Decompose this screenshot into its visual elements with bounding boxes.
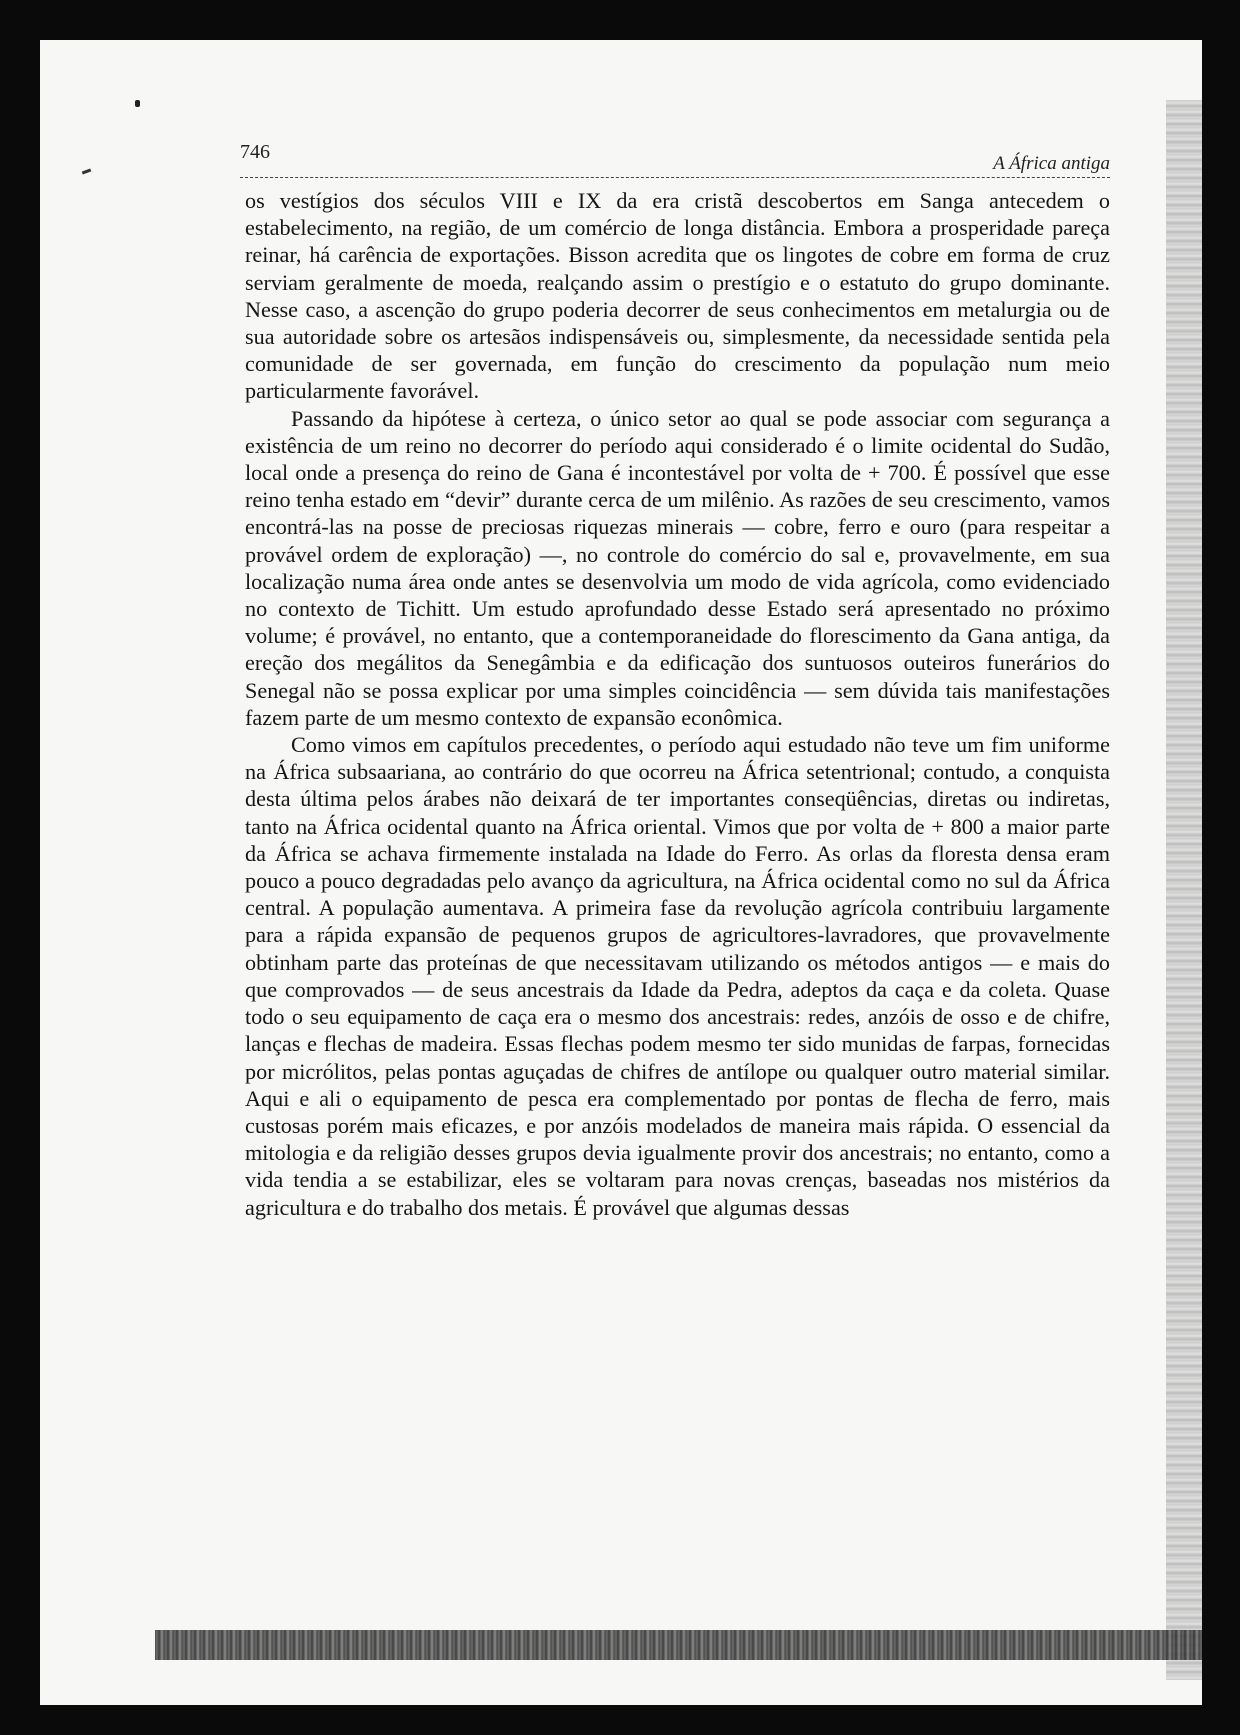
paragraph-3: Como vimos em capítulos precedentes, o período aqui estudado não teve um fim uniforme na África subsaariana, ao contrário do que ocorreu na África setentrional; contudo, a conquista desta última pelos árabes não deixará de ter importantes conseqüências, diretas ou indiretas, tanto na África ocidental quanto na África oriental. Vimos que por volta de + 800 a maior parte da África se achava firmemente instalada na Idade do Ferro. As orlas da floresta densa eram pouco a pouco degradadas pelo avanço da agricultura, na África ocidental como no sul da África central. A população aumentava. A primeira fase da revolução agrícola contribuiu largamente para a rápida expansão de pequenos grupos de agricultores-lavradores, que provavelmente obtinham parte das proteínas de que necessitavam utilizando os métodos antigos — e mais do que comprovados — de seus ancestrais da Idade da Pedra, adeptos da caça e da coleta. Quase todo o seu equipamento de caça era o mesmo dos ancestrais: redes, anzóis de osso e de chifre, lanças e flechas de madeira. Essas flechas podem mesmo ter sido munidas de farpas, fornecidas por micrólitos, pelas pontas aguçadas de chifres de antílope ou qualquer outro material similar. Aqui e ali o equipamento de pesca era complementado por pontas de flecha de ferro, mais custosas porém mais eficazes, e por anzóis modelados de maneira mais rápida. O essencial da mitologia e da religião desses grupos devia igualmente provir dos ancestrais; no entanto, como a vida tendia a se estabilizar, eles se voltaram para novas crenças, baseadas nos mistérios da agricultura e do trabalho dos metais. É provável que algumas dessas [245, 732, 1110, 1220]
page-number: 746 [240, 141, 270, 163]
paragraph-1: os vestígios dos séculos VIII e IX da era cristã descobertos em Sanga antecedem o estabelecimento, na região, de um comércio de longa distância. Embora a prosperidade pareça reinar, há carência de exportações. Bisson acredita que os lingotes de cobre em forma de cruz serviam geralmente de moeda, realçando assim o prestígio e o estatuto do grupo dominante. Nesse caso, a ascenção do grupo poderia decorrer de seus conhecimentos em metalurgia ou de sua autoridade sobre os artesãos indispensáveis ou, simplesmente, da necessidade sentida pela comunidade de ser governada, em função do crescimento da população num meio particularmente favorável. [245, 188, 1110, 404]
scan-speck [82, 169, 91, 175]
scan-edge-shadow [1166, 100, 1202, 1680]
page-header [240, 141, 1110, 178]
paragraph-2: Passando da hipótese à certeza, o único setor ao qual se pode associar com segurança a existência de um reino no decorrer do período aqui considerado é o limite ocidental do Sudão, local onde a presença do reino de Gana é incontestável por volta de + 700. É possível que esse reino tenha estado em “devir” durante cerca de um milênio. As razões de seu crescimento, vamos encontrá-las na posse de preciosas riquezas minerais — cobre, ferro e ouro (para respeitar a provável ordem de exploração) —, no controle do comércio do sal e, provavelmente, em sua localização numa área onde antes se desenvolvia um modo de vida agrícola, como evidenciado no contexto de Tichitt. Um estudo aprofundado desse Estado será apresentado no próximo volume; é provável, no entanto, que a contemporaneidade do florescimento da Gana antiga, da ereção dos megálitos da Senegâmbia e da edificação dos suntuosos outeiros funerários do Senegal não se possa explicar por uma simples coincidência — sem dúvida tais manifestações fazem parte de um mesmo contexto de expansão econômica. [245, 405, 1110, 730]
scan-bottom-smudge [155, 1630, 1202, 1660]
scan-speck [135, 100, 140, 107]
body-text [245, 187, 1110, 1221]
running-title: A África antiga [993, 153, 1110, 174]
